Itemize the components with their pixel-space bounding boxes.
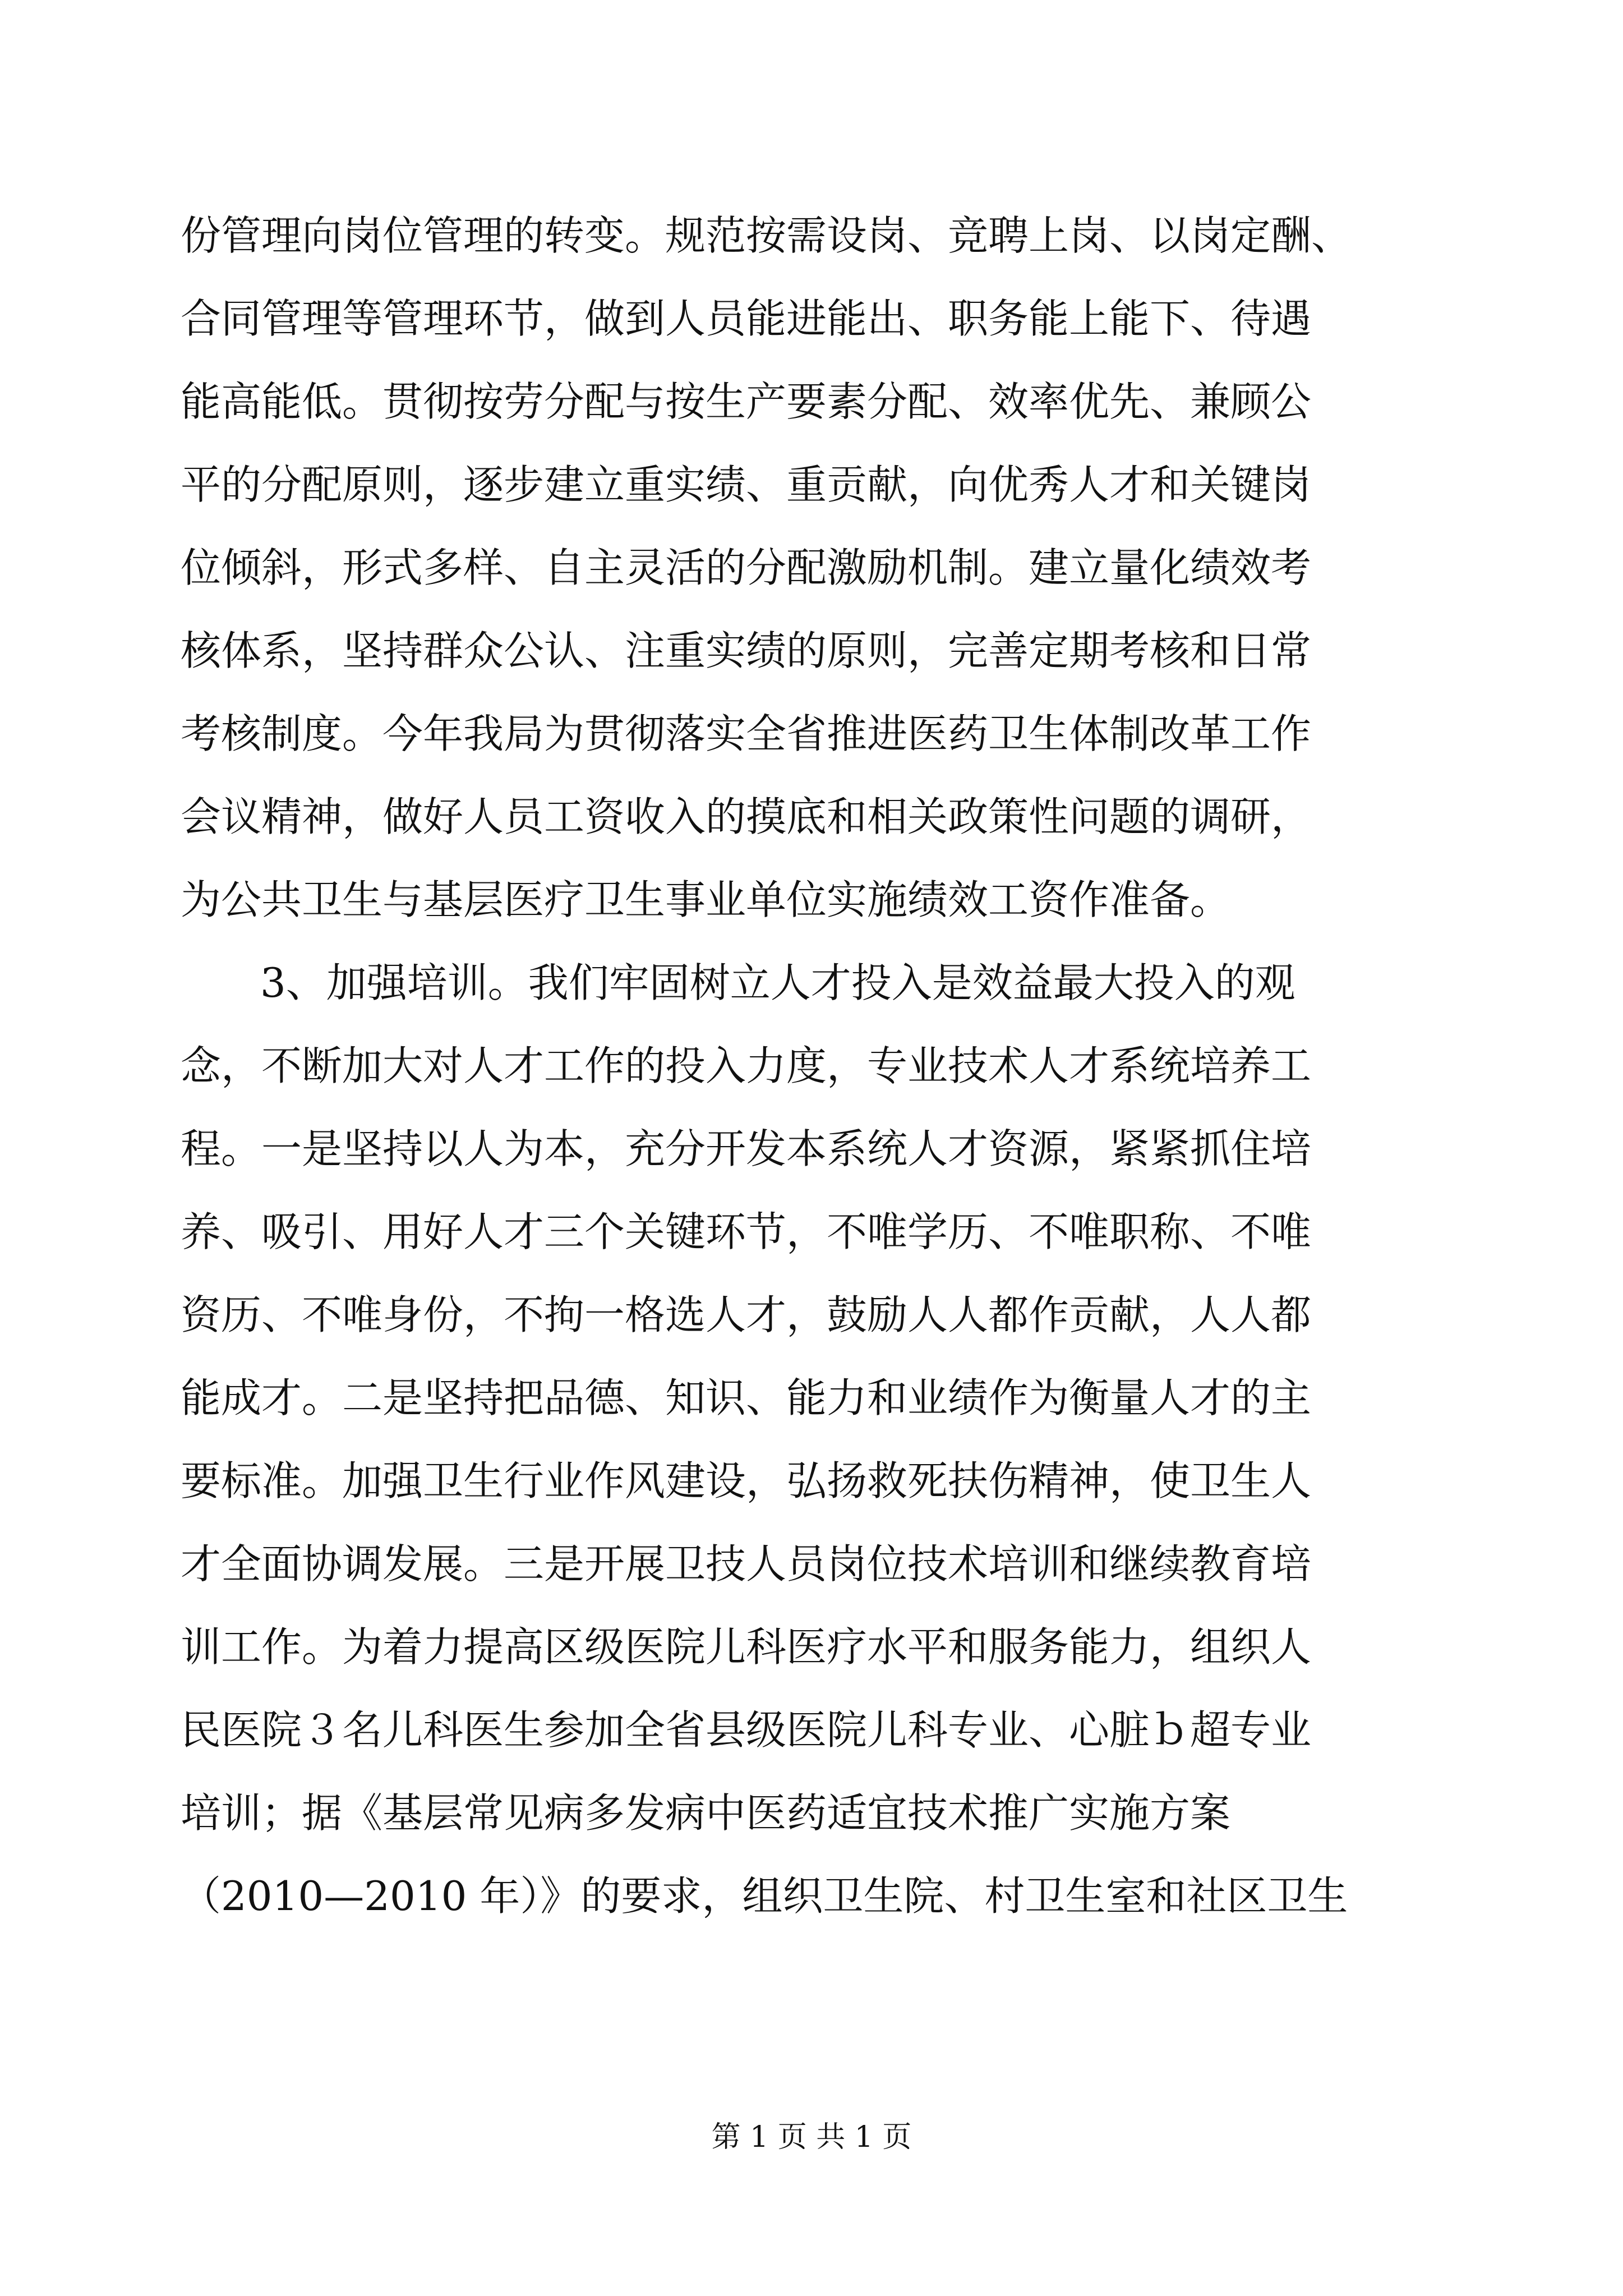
text-line: 为公共卫生与基层医疗卫生事业单位实施绩效工资作准备。 [181,876,1231,923]
text-line: 核体系，坚持群众公认、注重实绩的原则，完善定期考核和日常 [181,627,1312,674]
text-line: 考核制度。今年我局为贯彻落实全省推进医药卫生体制改革工作 [181,710,1312,757]
paragraph-first-line: 3、加强培训。我们牢固树立人才投入是效益最大投入的观 [260,959,1295,1006]
text-line: 程。一是坚持以人为本，充分开发本系统人才资源，紧紧抓住培 [181,1125,1312,1172]
text-line: 能成才。二是坚持把品德、知识、能力和业绩作为衡量人才的主 [181,1374,1312,1421]
text-line: 训工作。为着力提高区级医院儿科医疗水平和服务能力，组织人 [181,1623,1312,1671]
text-line: 民医院３名儿科医生参加全省县级医院儿科专业、心脏ｂ超专业 [181,1706,1312,1754]
page-number-footer: 第 1 页 共 1 页 [711,2120,912,2154]
text-line: 培训；据《基层常见病多发病中医药适宜技术推广实施方案 [181,1789,1231,1837]
text-line: 会议精神，做好人员工资收入的摸底和相关政策性问题的调研， [181,793,1312,840]
text-line: （2010—2010 年）》的要求，组织卫生院、村卫生室和社区卫生 [181,1872,1348,1920]
text-line: 能高能低。贯彻按劳分配与按生产要素分配、效率优先、兼顾公 [181,378,1312,425]
text-line: 念，不断加大对人才工作的投入力度，专业技术人才系统培养工 [181,1042,1312,1089]
text-line: 合同管理等管理环节，做到人员能进能出、职务能上能下、待遇 [181,295,1312,342]
text-line: 份管理向岗位管理的转变。规范按需设岗、竞聘上岗、以岗定酬、 [181,212,1352,259]
text-line: 要标准。加强卫生行业作风建设，弘扬救死扶伤精神，使卫生人 [181,1457,1312,1504]
text-line: 才全面协调发展。三是开展卫技人员岗位技术培训和继续教育培 [181,1540,1312,1588]
text-line: 资历、不唯身份，不拘一格选人才，鼓励人人都作贡献，人人都 [181,1291,1312,1338]
text-line: 养、吸引、用好人才三个关键环节，不唯学历、不唯职称、不唯 [181,1208,1312,1255]
text-line: 位倾斜，形式多样、自主灵活的分配激励机制。建立量化绩效考 [181,544,1312,591]
text-line: 平的分配原则，逐步建立重实绩、重贡献，向优秀人才和关键岗 [181,461,1312,508]
